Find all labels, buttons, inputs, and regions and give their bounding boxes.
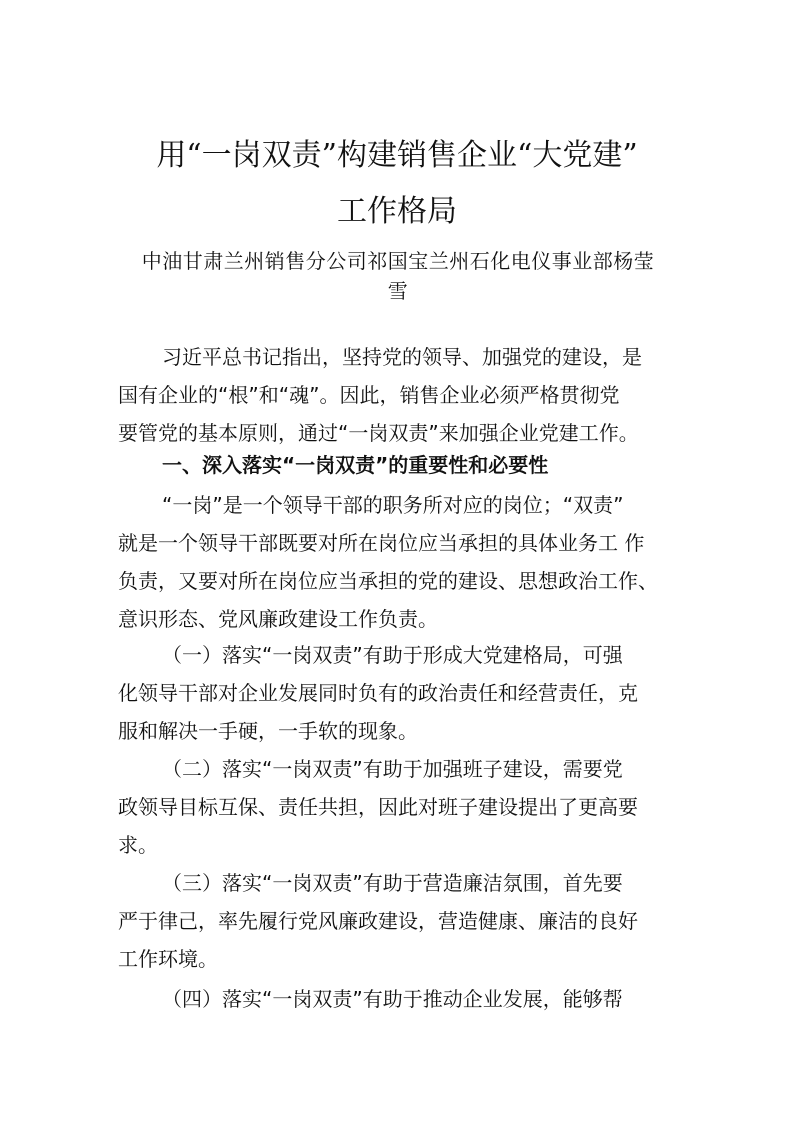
item-paragraph-3 [118,864,680,978]
section1-paragraph [118,486,680,638]
item-paragraph-2 [118,750,680,864]
text-line: 化领导干部对企业发展同时负有的政治责任和经营责任，克 [118,681,638,705]
author-byline [118,246,678,306]
text-line: 要管党的基本原则，通过“一岗双责”来加强企业党建工作。 [118,421,639,445]
text-line: （三）落实“一岗双责”有助于营造廉洁氛围，首先要 [162,871,623,895]
text-line: “一岗”是一个领导干部的职务所对应的岗位；“双责” [162,493,624,517]
item-paragraph-1 [118,636,680,750]
text-line: （一）落实“一岗双责”有助于形成大党建格局，可强 [162,643,623,667]
text-line: （四）落实“一岗双责”有助于推动企业发展，能够帮 [162,987,623,1011]
text-line: 政领导目标互保、责任共担，因此对班子建设提出了更高要 [118,795,638,819]
text-line: 国有企业的“根”和“魂”。因此，销售企业必须严格贯彻党 [118,383,620,407]
text-line: （二）落实“一岗双责”有助于加强班子建设，需要党 [162,757,623,781]
item-paragraph-4 [118,980,680,1018]
section-heading: 一、深入落实“一岗双责”的重要性和必要性 [162,453,549,477]
text-line: 求。 [118,833,158,857]
text-line: 负责，又要对所在岗位应当承担的党的建设、思想政治工作、 [118,569,658,593]
intro-paragraph [118,338,680,452]
text-line: 工作环境。 [118,947,218,971]
author-line-2: 雪 [387,279,409,303]
document-title-line-2: 工作格局 [337,194,457,229]
author-line-1: 中油甘肃兰州销售分公司祁国宝兰州石化电仪事业部杨莹 [141,249,655,273]
text-line: 就是一个领导干部既要对所在岗位应当承担的具体业务工 作 [118,531,645,555]
text-line: 意识形态、党风廉政建设工作负责。 [118,607,438,631]
document-title-line-1: 用“一岗双责”构建销售企业“大党建” [156,138,638,173]
text-line: 服和解决一手硬，一手软的现象。 [118,719,418,743]
text-line: 习近平总书记指出，坚持党的领导、加强党的建设，是 [162,345,642,369]
text-line: 严于律己，率先履行党风廉政建设，营造健康、廉洁的良好 [118,909,638,933]
